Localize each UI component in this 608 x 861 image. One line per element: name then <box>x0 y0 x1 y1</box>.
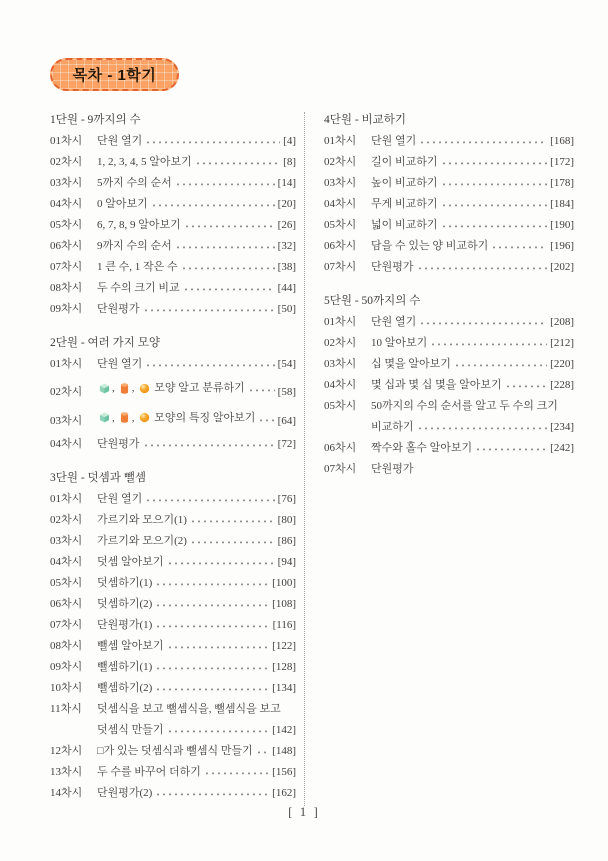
dot-leader <box>195 157 280 168</box>
entry-page: [44] <box>277 282 296 294</box>
entry-page: [64] <box>277 415 296 427</box>
entry-number: 07차시 <box>50 261 83 273</box>
entry-title: 단원평가 <box>371 261 414 273</box>
entry-number: 02차시 <box>324 156 357 168</box>
entry-title: 넓이 비교하기 <box>371 219 438 231</box>
entry-title: 무게 비교하기 <box>371 198 438 210</box>
toc-entry <box>50 699 296 720</box>
entry-title: 0 알아보기 <box>97 198 148 210</box>
entry-number: 05차시 <box>50 577 83 589</box>
entry-page: [234] <box>550 421 574 433</box>
entry-number: 02차시 <box>50 156 83 168</box>
entry-page: [168] <box>550 135 574 147</box>
toc-entry <box>324 152 574 173</box>
toc-entry <box>50 131 296 152</box>
entry-title: 단원평가 <box>97 303 140 315</box>
entry-number: 05차시 <box>324 400 357 412</box>
entry-title: 뺄셈 알아보기 <box>97 640 164 652</box>
dot-leader <box>181 262 275 273</box>
entry-title: 덧셈하기(1) <box>97 577 153 589</box>
entry-page: [242] <box>550 442 574 454</box>
dot-leader <box>151 199 275 210</box>
entry-title: 단원 열기 <box>371 316 417 328</box>
toc-entry <box>50 594 296 615</box>
toc-entry-continuation <box>324 417 574 438</box>
section-title: 2단원 - 여러 가지 모양 <box>50 337 160 349</box>
toc-entry <box>50 615 296 636</box>
entry-title: 10 알아보기 <box>371 337 428 349</box>
toc-entry <box>324 375 574 396</box>
entry-title: 단원 열기 <box>97 493 143 505</box>
entry-number: 06차시 <box>324 442 357 454</box>
entry-number: 12차시 <box>50 745 83 757</box>
entry-title-text: 모양 알고 분류하기 <box>151 382 245 394</box>
page-number: [ 1 ] <box>288 804 320 819</box>
entry-title: 단원평가 <box>371 463 414 475</box>
entry-page: [20] <box>277 198 296 210</box>
entry-number: 08차시 <box>50 640 83 652</box>
dot-leader <box>143 304 275 315</box>
entry-page: [172] <box>550 156 574 168</box>
entry-number: 06차시 <box>50 598 83 610</box>
dot-leader <box>419 136 547 147</box>
toc-entry <box>50 152 296 173</box>
dot-leader <box>184 220 275 231</box>
dot-leader <box>248 384 275 395</box>
dot-leader <box>417 262 548 273</box>
entry-page: [220] <box>550 358 574 370</box>
entry-page: [156] <box>272 766 296 778</box>
toc-entry <box>324 257 574 278</box>
toc-entry <box>50 194 296 215</box>
entry-number: 07차시 <box>50 619 83 631</box>
toc-section <box>324 291 574 480</box>
toc-entry <box>50 489 296 510</box>
entry-number: 01차시 <box>324 316 357 328</box>
dot-leader <box>505 380 548 391</box>
entry-title: 50까지의 수의 순서를 알고 두 수의 크기 <box>371 400 558 412</box>
entry-number: 06차시 <box>50 240 83 252</box>
dot-leader <box>175 241 275 252</box>
entry-title: 단원평가 <box>97 438 140 450</box>
cylinder-icon <box>118 382 131 395</box>
icon-separator: , <box>112 411 115 424</box>
entry-page: [32] <box>277 240 296 252</box>
entry-number: 04차시 <box>50 556 83 568</box>
entry-number: 06차시 <box>324 240 357 252</box>
entry-number: 01차시 <box>50 358 83 370</box>
entry-page: [94] <box>277 556 296 568</box>
dot-leader <box>454 359 547 370</box>
entry-page: [26] <box>277 219 296 231</box>
entry-title: 길이 비교하기 <box>371 156 438 168</box>
dot-leader <box>155 788 269 799</box>
dot-leader <box>258 414 274 425</box>
dot-leader <box>419 317 547 328</box>
toc-section <box>50 468 296 804</box>
cylinder-icon <box>118 411 131 424</box>
entry-title <box>97 375 245 401</box>
entry-title: 단원 열기 <box>371 135 417 147</box>
cube-icon <box>98 411 111 424</box>
toc-entry <box>50 741 296 762</box>
dot-leader <box>143 439 275 450</box>
entry-page: [196] <box>550 240 574 252</box>
entry-title: 높이 비교하기 <box>371 177 438 189</box>
entry-title: 뺄셈하기(2) <box>97 682 153 694</box>
entry-title: 단원 열기 <box>97 358 143 370</box>
entry-number: 13차시 <box>50 766 83 778</box>
entry-number: 04차시 <box>324 198 357 210</box>
entry-number: 05차시 <box>324 219 357 231</box>
dot-leader <box>441 199 548 210</box>
entry-page: [80] <box>277 514 296 526</box>
entry-number: 01차시 <box>324 135 357 147</box>
entry-number: 01차시 <box>50 135 83 147</box>
section-title: 3단원 - 덧셈과 뺄셈 <box>50 472 146 484</box>
entry-page: [190] <box>550 219 574 231</box>
entry-number: 04차시 <box>50 438 83 450</box>
entry-title: 1, 2, 3, 4, 5 알아보기 <box>97 156 192 168</box>
entry-number: 09차시 <box>50 661 83 673</box>
entry-number: 09차시 <box>50 303 83 315</box>
entry-page: [116] <box>272 619 296 631</box>
toc-entry <box>324 438 574 459</box>
entry-title: 9까지 수의 순서 <box>97 240 172 252</box>
toc-entry <box>50 678 296 699</box>
dot-leader <box>145 494 274 505</box>
entry-title: □가 있는 덧셈식과 뺄셈식 만들기 <box>97 745 253 757</box>
entry-page: [142] <box>272 724 296 736</box>
toc-entry <box>50 236 296 257</box>
entry-page: [4] <box>283 135 296 147</box>
entry-title: 두 수를 바꾸어 더하기 <box>97 766 201 778</box>
section-title: 4단원 - 비교하기 <box>324 114 406 126</box>
cube-icon <box>98 382 111 395</box>
dot-leader <box>167 557 275 568</box>
toc-entry <box>50 375 296 405</box>
entry-number: 07차시 <box>324 463 357 475</box>
entry-title: 덧셈식을 보고 뺄셈식을, 뺄셈식을 보고 <box>97 703 281 715</box>
toc-section <box>50 110 296 320</box>
entry-title: 6, 7, 8, 9 알아보기 <box>97 219 181 231</box>
entry-page: [8] <box>283 156 296 168</box>
ball-icon <box>138 411 151 424</box>
entry-title: 짝수와 홀수 알아보기 <box>371 442 473 454</box>
entry-number: 03차시 <box>324 177 357 189</box>
entry-title: 단원 열기 <box>97 135 143 147</box>
entry-page: [202] <box>550 261 574 273</box>
entry-number: 02차시 <box>324 337 357 349</box>
entry-page: [50] <box>277 303 296 315</box>
entry-page: [38] <box>277 261 296 273</box>
toc-entry <box>324 194 574 215</box>
toc-entry <box>324 333 574 354</box>
section-title: 1단원 - 9까지의 수 <box>50 114 141 126</box>
entry-number: 04차시 <box>50 198 83 210</box>
entry-page: [178] <box>550 177 574 189</box>
toc-entry <box>50 552 296 573</box>
toc-entry <box>50 636 296 657</box>
dot-leader <box>417 422 548 433</box>
icon-separator: , <box>131 411 135 424</box>
toc-entry <box>50 783 296 804</box>
entry-title: 몇 십과 몇 십 몇을 알아보기 <box>371 379 502 391</box>
entry-page: [128] <box>272 661 296 673</box>
entry-number: 01차시 <box>50 493 83 505</box>
entry-title <box>97 405 255 431</box>
entry-title: 비교하기 <box>371 421 414 433</box>
page-number-footer <box>0 804 608 820</box>
toc-entry <box>50 215 296 236</box>
entry-title: 단원평가(2) <box>97 787 153 799</box>
column-divider <box>304 112 305 806</box>
entry-title: 두 수의 크기 비교 <box>97 282 180 294</box>
entry-title: 뺄셈하기(1) <box>97 661 153 673</box>
entry-number: 03차시 <box>50 415 83 427</box>
dot-leader <box>167 641 270 652</box>
toc-entry <box>324 236 574 257</box>
entry-title: 5까지 수의 순서 <box>97 177 172 189</box>
toc-entry <box>50 657 296 678</box>
toc-entry <box>324 215 574 236</box>
entry-title: 담을 수 있는 양 비교하기 <box>371 240 489 252</box>
entry-title: 십 몇을 알아보기 <box>371 358 451 370</box>
dot-leader <box>441 220 548 231</box>
toc-entry <box>324 131 574 152</box>
toc-entry <box>50 299 296 320</box>
entry-page: [162] <box>272 787 296 799</box>
dot-leader <box>145 359 274 370</box>
entry-title: 덧셈하기(2) <box>97 598 153 610</box>
entry-number: 02차시 <box>50 385 83 398</box>
entry-page: [72] <box>277 438 296 450</box>
entry-page: [134] <box>272 682 296 694</box>
icon-separator: , <box>112 382 115 394</box>
entry-page: [108] <box>272 598 296 610</box>
toc-entry <box>50 531 296 552</box>
entry-number: 08차시 <box>50 282 83 294</box>
toc-entry <box>324 459 574 480</box>
entry-title: 단원평가(1) <box>97 619 153 631</box>
entry-number: 03차시 <box>50 535 83 547</box>
toc-column-right <box>324 110 574 493</box>
entry-number: 07차시 <box>324 261 357 273</box>
entry-number: 14차시 <box>50 787 83 799</box>
dot-leader <box>190 515 275 526</box>
entry-title: 가르기와 모으기(1) <box>97 514 187 526</box>
toc-entry <box>324 354 574 375</box>
toc-entry <box>50 173 296 194</box>
dot-leader <box>256 746 269 757</box>
entry-number: 10차시 <box>50 682 83 694</box>
entry-number: 03차시 <box>324 358 357 370</box>
toc-section <box>50 333 296 455</box>
ball-icon <box>138 382 151 395</box>
toc-entry <box>324 173 574 194</box>
dot-leader <box>441 178 548 189</box>
entry-page: [148] <box>272 745 296 757</box>
dot-leader <box>190 536 275 547</box>
entry-number: 04차시 <box>324 379 357 391</box>
entry-title-text: 모양의 특징 알아보기 <box>151 411 256 424</box>
dot-leader <box>430 338 547 349</box>
section-title: 5단원 - 50까지의 수 <box>324 295 421 307</box>
entry-page: [184] <box>550 198 574 210</box>
entry-page: [58] <box>277 385 296 398</box>
dot-leader <box>155 599 269 610</box>
dot-leader <box>204 767 269 778</box>
entry-title: 덧셈식 만들기 <box>97 724 164 736</box>
entry-page: [76] <box>277 493 296 505</box>
dot-leader <box>441 157 548 168</box>
toc-entry <box>50 257 296 278</box>
toc-header-title: 목차 - 1학기 <box>72 67 157 84</box>
entry-number: 11차시 <box>50 703 82 715</box>
toc-column-left <box>50 110 296 817</box>
entry-title: 1 큰 수, 1 작은 수 <box>97 261 178 273</box>
entry-number: 03차시 <box>50 177 83 189</box>
dot-leader <box>155 620 269 631</box>
entry-number: 02차시 <box>50 514 83 526</box>
entry-page: [54] <box>277 358 296 370</box>
dot-leader <box>175 178 275 189</box>
toc-section <box>324 110 574 278</box>
dot-leader <box>145 136 280 147</box>
toc-header-badge <box>50 58 179 91</box>
toc-entry <box>324 312 574 333</box>
toc-entry <box>50 510 296 531</box>
dot-leader <box>183 283 275 294</box>
dot-leader <box>155 662 269 673</box>
dot-leader <box>155 578 269 589</box>
toc-entry <box>50 278 296 299</box>
entry-page: [228] <box>550 379 574 391</box>
toc-entry <box>50 434 296 455</box>
entry-page: [86] <box>277 535 296 547</box>
icon-separator: , <box>131 382 135 394</box>
toc-entry <box>50 405 296 435</box>
entry-page: [122] <box>272 640 296 652</box>
toc-entry-continuation <box>50 720 296 741</box>
dot-leader <box>155 683 269 694</box>
dot-leader <box>491 241 547 252</box>
dot-leader <box>475 443 547 454</box>
entry-title: 가르기와 모으기(2) <box>97 535 187 547</box>
toc-entry <box>50 762 296 783</box>
entry-number: 05차시 <box>50 219 83 231</box>
entry-page: [212] <box>550 337 574 349</box>
entry-page: [14] <box>277 177 296 189</box>
entry-page: [208] <box>550 316 574 328</box>
dot-leader <box>167 725 270 736</box>
toc-entry <box>50 573 296 594</box>
toc-entry <box>324 396 574 417</box>
entry-title: 덧셈 알아보기 <box>97 556 164 568</box>
toc-entry <box>50 354 296 375</box>
entry-page: [100] <box>272 577 296 589</box>
